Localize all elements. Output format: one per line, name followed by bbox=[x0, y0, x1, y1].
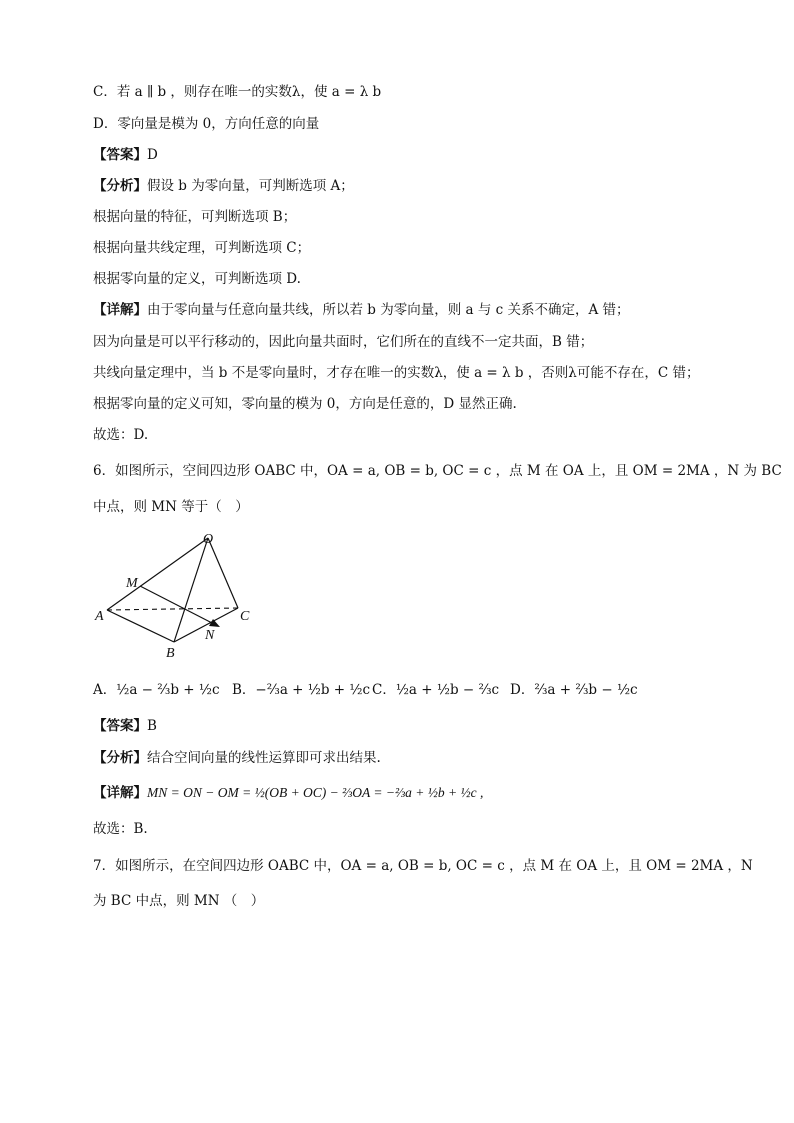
answer-6-line bbox=[93, 717, 157, 735]
edge-oc bbox=[208, 538, 238, 608]
question-6-text-b: 中点，则 MN 等于（ ） bbox=[93, 499, 249, 515]
option-c-line bbox=[93, 83, 381, 101]
analysis-text: 假设 b 为零向量，可判断选项 A； bbox=[147, 178, 354, 194]
select-text: 故选：D. bbox=[93, 427, 149, 443]
analysis-d-text: 根据零向量的定义，可判断选项 D. bbox=[93, 271, 301, 287]
option-c-text: C．若 a ∥ b ，则存在唯一的实数λ，使 a = λ b bbox=[93, 84, 382, 100]
question-7-stem-b bbox=[93, 892, 264, 910]
choice-c-text: C．½a + ½b − ⅔c bbox=[372, 682, 500, 698]
choice-d bbox=[510, 675, 638, 705]
analysis-c-text: 根据向量共线定理，可判断选项 C； bbox=[93, 240, 311, 256]
detail-c-text: 共线向量定理中，当 b 不是零向量时，才存在唯一的实数λ，使 a = λ b ，否则λ可能不存在，C 错； bbox=[93, 365, 700, 381]
question-7-text-a: 7．如图所示，在空间四边形 OABC 中，OA = a, OB = b, OC = c ，点 M 在 OA 上，且 OM = 2MA ，N bbox=[93, 858, 753, 874]
analysis-line-c bbox=[93, 239, 310, 257]
vector-mn bbox=[140, 586, 214, 624]
detail-line-c bbox=[93, 364, 699, 382]
tetrahedron-figure bbox=[92, 528, 272, 663]
edge-ab bbox=[107, 610, 174, 642]
detail-6-tag: 【详解】 bbox=[93, 785, 147, 801]
label-c: C bbox=[240, 609, 250, 624]
question-6-stem bbox=[93, 462, 782, 480]
question-6-stem-b bbox=[93, 498, 249, 516]
answer-6-tag: 【答案】 bbox=[93, 718, 147, 734]
edge-ac-hidden bbox=[107, 608, 238, 610]
label-b: B bbox=[166, 646, 175, 661]
answer-value: D bbox=[147, 147, 158, 163]
detail-tag: 【详解】 bbox=[93, 302, 147, 318]
select-6-text: 故选：B. bbox=[93, 821, 148, 837]
analysis-line bbox=[93, 177, 354, 195]
analysis-tag: 【分析】 bbox=[93, 178, 147, 194]
detail-b-text: 因为向量是可以平行移动的，因此向量共面时，它们所在的直线不一定共面，B 错； bbox=[93, 334, 594, 350]
choice-d-text: D．⅔a + ⅔b − ½c bbox=[510, 682, 638, 698]
answer-6-value: B bbox=[147, 718, 157, 734]
label-m: M bbox=[126, 576, 138, 591]
question-6-text-a: 6．如图所示，空间四边形 OABC 中，OA = a, OB = b, OC = c ，点 M 在 OA 上，且 OM = 2MA ，N 为 BC bbox=[93, 463, 782, 479]
question-7-stem bbox=[93, 857, 753, 875]
answer-line bbox=[93, 146, 158, 164]
edge-oa bbox=[107, 538, 208, 610]
option-d-line bbox=[93, 115, 319, 133]
label-a: A bbox=[95, 609, 104, 624]
choice-a-text: A．½a − ⅔b + ½c bbox=[93, 682, 220, 698]
detail-6-formula: MN = ON − OM = ½(OB + OC) − ⅔OA = −⅔a + ½b + ½c , bbox=[147, 785, 484, 800]
choice-c bbox=[372, 675, 499, 705]
label-n: N bbox=[205, 628, 215, 643]
label-o: O bbox=[203, 532, 214, 547]
question-7-text-b: 为 BC 中点，则 MN （ ） bbox=[93, 893, 265, 909]
answer-tag: 【答案】 bbox=[93, 147, 147, 163]
select-line bbox=[93, 426, 148, 444]
detail-line bbox=[93, 301, 630, 319]
choice-a bbox=[93, 675, 220, 705]
choice-b-text: B．−⅔a + ½b + ½c bbox=[232, 682, 371, 698]
detail-line-d bbox=[93, 395, 517, 413]
analysis-line-b bbox=[93, 208, 296, 226]
detail-line-b bbox=[93, 333, 593, 351]
option-d-text: D．零向量是模为 0，方向任意的向量 bbox=[93, 116, 320, 132]
select-6-line bbox=[93, 820, 148, 838]
detail-6-line bbox=[93, 784, 483, 802]
analysis-6-text: 结合空间向量的线性运算即可求出结果. bbox=[147, 750, 381, 766]
analysis-line-d bbox=[93, 270, 301, 288]
analysis-b-text: 根据向量的特征，可判断选项 B； bbox=[93, 209, 297, 225]
analysis-6-tag: 【分析】 bbox=[93, 750, 147, 766]
choice-b bbox=[232, 675, 370, 705]
analysis-6-line bbox=[93, 749, 381, 767]
detail-text: 由于零向量与任意向量共线，所以若 b 为零向量，则 a 与 c 关系不确定，A 错； bbox=[147, 302, 630, 318]
detail-d-text: 根据零向量的定义可知，零向量的模为 0，方向是任意的，D 显然正确. bbox=[93, 396, 517, 412]
